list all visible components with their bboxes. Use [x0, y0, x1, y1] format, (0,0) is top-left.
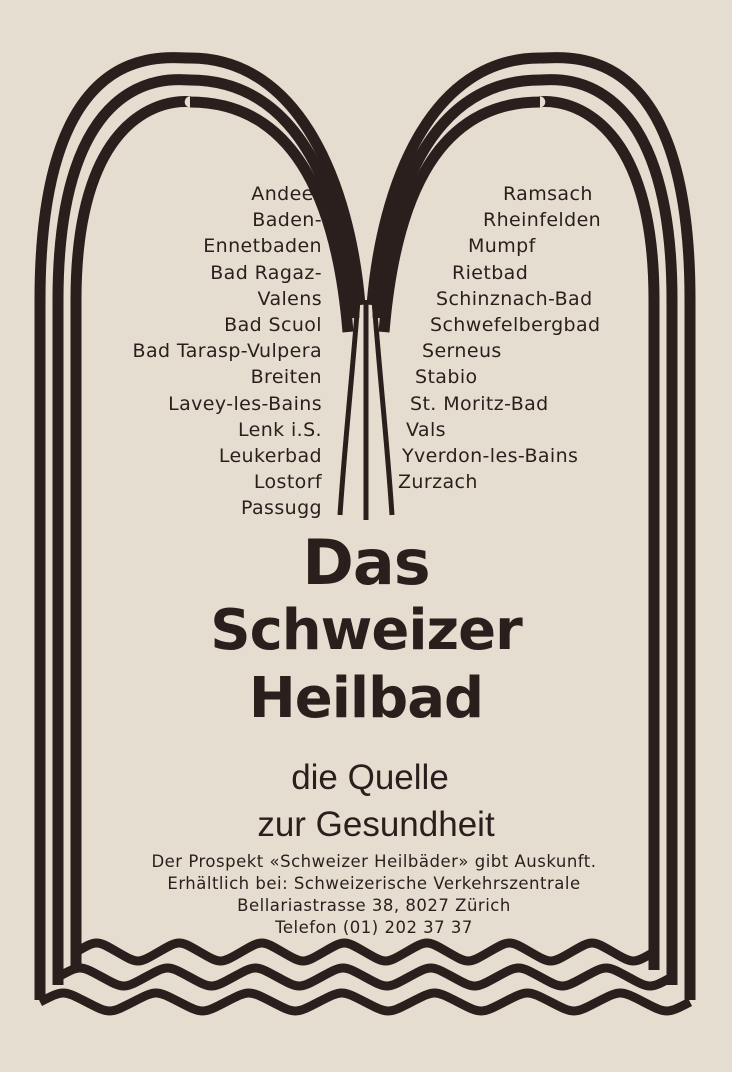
spa-name: Leukerbad — [218, 445, 322, 468]
spa-name: Bad Tarasp-Vulpera — [132, 340, 322, 363]
info-address: Bellariastrasse 38, 8027 Zürich — [237, 896, 511, 915]
spa-name: Vals — [406, 418, 446, 441]
info-available: Erhältlich bei: Schweizerische Verkehrszentrale — [167, 874, 581, 893]
spa-name: Rietbad — [452, 261, 529, 284]
spa-name: Schwefelbergbad — [430, 314, 601, 337]
info-phone: Telefon (01) 202 37 37 — [275, 918, 473, 937]
spa-name: Yverdon-les-Bains — [402, 445, 579, 468]
subline-2: zur Gesundheit — [257, 805, 495, 844]
spa-name: Ennetbaden — [203, 235, 322, 258]
spa-name: Lostorf — [253, 471, 322, 494]
spa-name: Bad Ragaz- — [210, 261, 322, 284]
spa-list-right — [0, 181, 601, 495]
water-wave-3 — [40, 993, 690, 1011]
spa-name: Breiten — [250, 366, 322, 389]
spa-name: Ramsach — [503, 183, 593, 205]
spa-name: Schinznach-Bad — [436, 287, 593, 310]
spa-name: Rheinfelden — [483, 209, 602, 232]
headline-line-3: Heilbad — [248, 666, 484, 731]
water-wave-2 — [58, 968, 672, 986]
spa-name: Bad Scuol — [224, 314, 322, 337]
headline-line-1: Das — [302, 526, 430, 599]
spa-name: Serneus — [422, 340, 502, 363]
spa-name: Valens — [257, 287, 322, 310]
water-wave-1 — [76, 943, 654, 961]
spa-name: Lavey-les-Bains — [168, 392, 322, 415]
spa-name: Stabio — [415, 366, 478, 389]
headline-line-2: Schweizer — [210, 598, 522, 663]
spa-name: Lenk i.S. — [237, 418, 322, 441]
spa-name: Zurzach — [398, 471, 478, 494]
spa-name: St. Moritz-Bad — [410, 392, 549, 415]
spa-name: Mumpf — [468, 235, 536, 258]
spa-name: Passugg — [240, 497, 322, 520]
info-prospect: Der Prospekt «Schweizer Heilbäder» gibt Auskunft. — [151, 852, 597, 871]
subline-1: die Quelle — [291, 758, 449, 797]
spa-name: Andeer — [251, 183, 322, 205]
spa-name: Baden- — [252, 209, 322, 232]
